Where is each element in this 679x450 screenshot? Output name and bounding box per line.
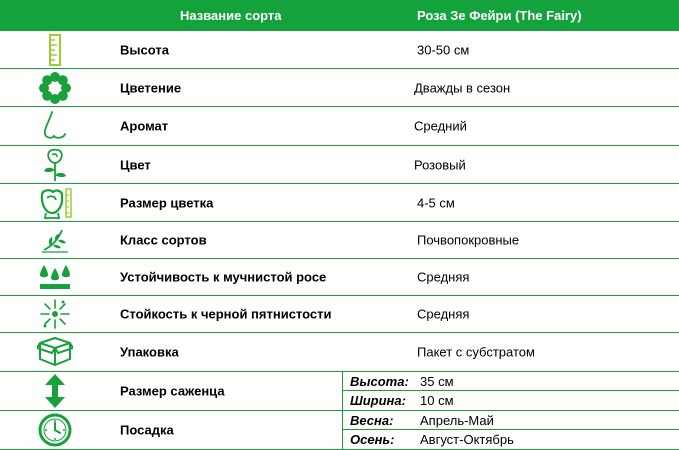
row-value: Средняя: [417, 269, 470, 285]
clock-icon: [0, 411, 110, 449]
row-label: Посадка: [120, 422, 174, 438]
row-label: Стойкость к черной пятнистости: [120, 306, 332, 322]
table-header: [0, 0, 679, 31]
row-value: Средняя: [417, 306, 470, 322]
row-label: Размер саженца: [120, 383, 225, 399]
table-row: [0, 372, 679, 411]
table-row: [0, 333, 679, 372]
row-value: Пакет с субстратом: [417, 344, 535, 360]
header-variety-label: Название сорта: [180, 8, 282, 23]
planting-spring-label: Весна:: [350, 413, 394, 428]
row-label: Класс сортов: [120, 232, 207, 248]
rose-bud-ruler-icon: [0, 184, 110, 221]
planting-spring-value: Апрель-Май: [420, 413, 494, 428]
ruler-icon: [0, 31, 110, 68]
planting-autumn-value: Август-Октябрь: [420, 432, 514, 447]
nose-icon: [0, 107, 110, 145]
planting-autumn-label: Осень:: [350, 432, 395, 447]
row-label: Высота: [120, 42, 169, 57]
seedling-width-value: 10 см: [420, 393, 454, 408]
table-row: [0, 31, 679, 69]
subrow-spring: [342, 411, 679, 430]
package-box-icon: [0, 333, 110, 371]
row-value: Средний: [414, 118, 467, 134]
table-row: [0, 146, 679, 184]
header-variety-name: Роза Зе Фейри (The Fairy): [417, 8, 582, 23]
table-row: [0, 259, 679, 296]
table-row: [0, 184, 679, 222]
row-value: Дважды в сезон: [414, 80, 511, 95]
table-row: [0, 107, 679, 146]
seedling-height-value: 35 см: [420, 374, 454, 389]
row-label: Цветение: [120, 80, 182, 95]
table-row: [0, 222, 679, 259]
row-value: 30-50 см: [417, 42, 470, 57]
seedling-height-label: Высота:: [350, 374, 409, 389]
row-label: Упаковка: [120, 344, 179, 360]
row-label: Устойчивость к мучнистой росе: [120, 269, 327, 285]
row-value: 4-5 см: [417, 195, 455, 210]
row-value: Розовый: [414, 157, 466, 172]
row-value: Почвопокровные: [417, 232, 520, 248]
table-row: [0, 296, 679, 333]
seedling-width-label: Ширина:: [350, 393, 406, 408]
flower-icon: [0, 69, 110, 106]
plant-sprout-icon: [0, 222, 110, 258]
water-drops-icon: [0, 259, 110, 295]
divider: [342, 372, 343, 411]
row-label: Размер цветка: [120, 195, 214, 210]
table-row: [0, 411, 679, 450]
row-label: Аромат: [120, 118, 169, 134]
divider: [342, 411, 343, 450]
subrow-autumn: [342, 430, 679, 449]
row-label: Цвет: [120, 157, 151, 172]
rose-icon: [0, 146, 110, 183]
subrow-width: [342, 391, 679, 410]
table-row: [0, 69, 679, 107]
subrow-height: [342, 372, 679, 391]
up-down-arrow-icon: [0, 372, 110, 410]
spots-burst-icon: [0, 296, 110, 332]
